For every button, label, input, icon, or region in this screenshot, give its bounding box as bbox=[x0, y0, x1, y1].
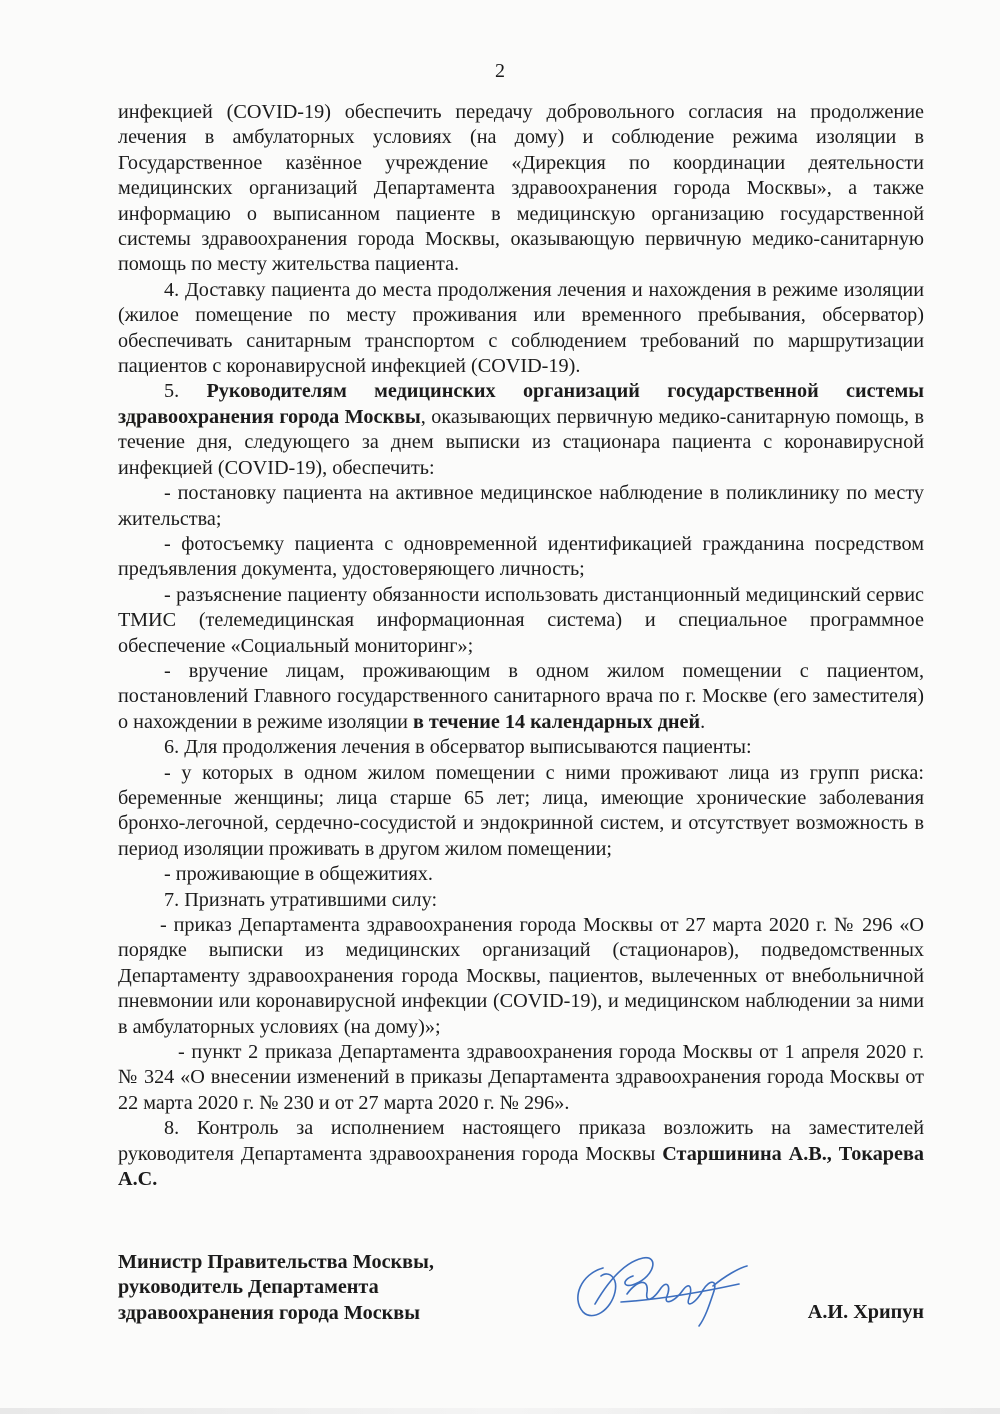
paragraph-item-5 bbox=[118, 379, 924, 481]
item-5-number: 5. bbox=[164, 380, 207, 403]
paragraph-covid-consent: инфекцией (COVID-19) обеспечить передачу добровольного согласия на продолжение лечения в амбулаторных условиях (на дому) и соблюдение режима изоляции в Государственное казённое учреждение «Дирекция по координации деятельности медицинских организаций Департамента здравоохранения города Москвы», а также информацию о выписанном пациенте в медицинскую организацию государственной системы здравоохранения города Москвы, оказывающую первичную медико-санитарную помощь по месту жительства пациента. bbox=[118, 101, 924, 276]
item-5-text: , оказывающих первичную медико-санитарную помощь, в течение дня, следующего за днем выписки из стационара пациента с коронавирусной инфекцией (COVID-19), обеспечить: bbox=[118, 405, 924, 479]
list-item-observation: - постановку пациента на активное медицинское наблюдение в поликлинику по месту жительства; bbox=[118, 482, 924, 530]
list-item-photo: - фотосъемку пациента с одновременной идентификацией гражданина посредством предъявления документа, удостоверяющего личность; bbox=[118, 532, 924, 581]
resolutions-text: - вручение лицам, проживающим в одном жилом помещении с пациентом, постановлений Главного государственного санитарного врача по г. Москве (его заместителя) о нахождении в режиме изоляции bbox=[118, 659, 924, 733]
list-item-order-324: - пункт 2 приказа Департамента здравоохранения города Москвы от 1 апреля 2020 г. № 324 «О внесении изменений в приказы Департамента здравоохранения города Москвы от 22 марта 2020 г. № 230 и от 27 марта 2020 г. № 296». bbox=[118, 1041, 924, 1114]
paragraph-item-8 bbox=[118, 1116, 924, 1192]
paragraph-item-4: 4. Доставку пациента до места продолжения лечения и нахождения в режиме изоляции (жилое помещение по месту проживания или временного пребывания, обсерватор) обеспечивать санитарным транспортом с соблюдением требований по маршрутизации пациентов с коронавирусной инфекцией (COVID-19). bbox=[118, 278, 924, 378]
signatory-title bbox=[118, 1250, 434, 1326]
signatory-title-line-2: руководитель Департамента bbox=[118, 1276, 379, 1299]
scan-edge bbox=[0, 1408, 1000, 1414]
list-item-tmis: - разъяснение пациенту обязанности использовать дистанционный медицинский сервис ТМИС (телемедицинская информационная система) и специальное программное обеспечение «Социальный мониторинг»; bbox=[118, 583, 924, 657]
list-item-resolutions bbox=[118, 659, 924, 735]
resolutions-bold-period: в течение 14 календарных дней bbox=[412, 710, 701, 733]
item-8-text: 8. Контроль за исполнением настоящего приказа возложить на заместителей руководителя Департамента здравоохранения города Москвы bbox=[118, 1117, 924, 1165]
signatory-title-line-1: Министр Правительства Москвы, bbox=[118, 1251, 434, 1273]
signature-block bbox=[118, 1250, 924, 1340]
list-item-dormitories: - проживающие в общежитиях. bbox=[164, 863, 433, 886]
resolutions-end: . bbox=[700, 710, 706, 733]
list-item-order-296: - приказ Департамента здравоохранения города Москвы от 27 марта 2020 г. № 296 «О порядке выписки из медицинских организаций (стационаров), подведомственных Департаменту здравоохранения города Москвы, пациентов, вылеченных от внебольничной пневмонии или коронавирусной инфекции (COVID-19), и медицинском наблюдении за ними в амбулаторных условиях (на дому)»; bbox=[118, 914, 924, 1038]
handwritten-signature bbox=[563, 1250, 753, 1330]
paragraph-item-6: 6. Для продолжения лечения в обсерватор выписываются пациенты: bbox=[164, 736, 752, 759]
item-8-bold-names: Старшинина А.В., Токарева А.С. bbox=[118, 1142, 924, 1191]
list-item-risk-groups: - у которых в одном жилом помещении с ними проживают лица из групп риска: беременные женщины; лица старше 65 лет; лица, имеющие хронические заболевания бронхо-легочной, сердечно-сосудистой и эндокринной систем, и отсутствует возможность в период изоляции проживать в другом жилом помещении; bbox=[118, 761, 924, 860]
page-number: 2 bbox=[495, 60, 505, 82]
item-5-bold-addressee: Руководителям медицинских организаций государственной системы здравоохранения города Москвы bbox=[118, 380, 924, 428]
signatory-title-line-3: здравоохранения города Москвы bbox=[118, 1301, 420, 1324]
signatory-name: А.И. Хрипун bbox=[807, 1301, 924, 1323]
paragraph-item-7: 7. Признать утратившими силу: bbox=[164, 888, 438, 911]
document-body bbox=[118, 100, 924, 1192]
